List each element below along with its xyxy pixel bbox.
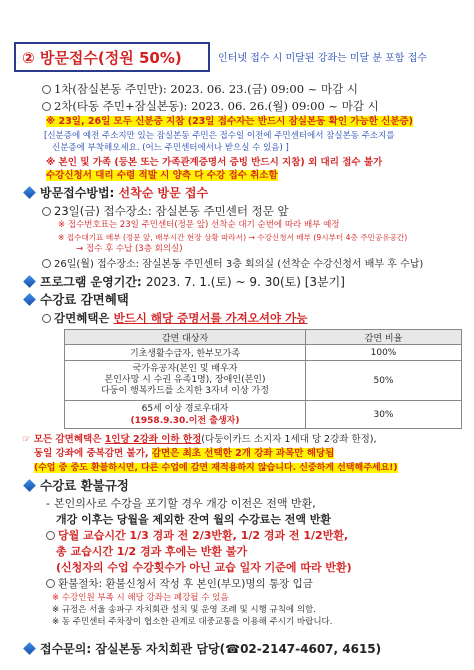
refund-item-3: 환불절차: 환불신청서 작성 후 본인(부모)명의 통장 입금 bbox=[46, 577, 313, 591]
refund-item-1b: 개강 이후는 당월을 제외한 잔여 월의 수강료는 전액 반환 bbox=[56, 513, 332, 526]
visit-method-line: 방문접수방법: 선착순 방문 접수 bbox=[22, 186, 208, 200]
diamond-bullet-icon bbox=[23, 479, 36, 492]
refund-note-2: ※ 규정은 서울 송파구 자치회관 설치 및 운영 조례 및 시행 규칙에 의함. bbox=[52, 605, 316, 615]
circle-bullet-icon bbox=[42, 207, 51, 216]
address-note-2: 신분증에 부착해오세요. (어느 주민센터에서나 받으실 수 있음) ] bbox=[52, 143, 289, 153]
id-note: ※ 23일, 26일 모두 신분증 지참 (23일 접수자는 반드시 잠실본동 확인 가능한 신분증) bbox=[46, 116, 414, 127]
proxy-note: ※ 본인 및 가족 (등본 또는 가족관계증명서 증빙 반드시 지참) 외 대리 접수 불가 bbox=[46, 157, 383, 168]
table-header: 감면 대상자 bbox=[65, 330, 306, 345]
circle-bullet-icon bbox=[42, 85, 51, 94]
diamond-bullet-icon bbox=[23, 275, 36, 288]
program-period-line: 프로그램 운영기간: 2023. 7. 1.(토) ~ 9. 30(토) [3분기] bbox=[22, 275, 345, 289]
refund-item-2c: (신청자의 수업 수강횟수가 아닌 교습 일자 기준에 따라 반환) bbox=[56, 561, 352, 574]
discount-subtitle: 감면혜택은 반드시 해당 증명서를 가져오셔야 가능 bbox=[42, 311, 307, 325]
day23-note-1: ※ 접수번호표는 23일 주민센터(정문 앞) 선착순 대기 순번에 따라 배부 예정 bbox=[58, 220, 340, 230]
refund-item-1: - 본인의사로 수강을 포기할 경우 개강 이전은 전액 반환, bbox=[46, 497, 316, 510]
round1-line: 1차(잠실본동 주민만): 2023. 06. 23.(금) 09:00 ~ 마감 시 bbox=[42, 82, 358, 96]
circle-bullet-icon bbox=[42, 259, 51, 268]
refund-item-2: 당월 교습시간 1/3 경과 전 2/3반환, 1/2 경과 전 1/2반환, bbox=[46, 529, 348, 543]
day26-line: 26일(월) 접수장소: 잠실본동 주민센터 3층 회의실 (선착순 수강신청서 배부 후 수납) bbox=[42, 258, 423, 272]
refund-note-1: ※ 수강인원 부족 시 해당 강좌는 폐강될 수 있음 bbox=[52, 593, 229, 603]
table-row: 국가유공자(본인 및 배우자 본인사망 시 수권 유족1명), 장애인(본인) 다둥이 행복카드를 소지한 3자녀 이상 가정 50% bbox=[65, 361, 462, 401]
table-row: 65세 이상 경로우대자 (1958.9.30.이전 출생자) 30% bbox=[65, 401, 462, 429]
day23-note-3: → 접수 후 수납 (3층 회의실) bbox=[76, 244, 183, 254]
diamond-bullet-icon bbox=[23, 293, 36, 306]
discount-note-3: (수업 중 중도 환불하시면, 다른 수업에 감면 재적용하지 않습니다. 신중하게 선택해주세요!) bbox=[34, 463, 398, 473]
circle-bullet-icon bbox=[42, 102, 51, 111]
contact-line: 접수문의: 잠실본동 자치회관 담당(☎02-2147-4607, 4615) bbox=[22, 642, 381, 656]
refund-item-2b: 총 교습시간 1/2 경과 후에는 반환 불가 bbox=[56, 545, 248, 558]
day23-note-2: ※ 접수대기표 배부 (정문 앞, 배부시간 현장 상황 따라서) → 수강신청서 배부 (9시부터 4층 주민공유공간) bbox=[58, 233, 408, 242]
address-note-1: [신분증에 예전 주소지만 있는 잠실본동 주민은 접수일 이전에 주민센터에서 잠실본동 주소지를 bbox=[44, 131, 395, 141]
diamond-bullet-icon bbox=[23, 642, 36, 655]
diamond-bullet-icon bbox=[23, 186, 36, 199]
circle-bullet-icon bbox=[46, 531, 55, 540]
circle-bullet-icon bbox=[46, 579, 55, 588]
refund-title: 수강료 환불규정 bbox=[22, 479, 129, 493]
table-header: 감면 비율 bbox=[306, 330, 462, 345]
round2-line: 2차(타동 주민+잠실본동): 2023. 06. 26.(월) 09:00 ~ 마감 시 bbox=[42, 99, 379, 113]
section-title: ② 방문접수(정원 50%) bbox=[22, 49, 182, 67]
circle-bullet-icon bbox=[42, 314, 51, 323]
discount-title: 수강료 감면혜택 bbox=[22, 293, 129, 307]
header-note: 인터넷 접수 시 미달된 강좌는 미달 분 포함 접수 bbox=[218, 53, 427, 64]
proxy-warning: 수강신청서 대리 수령 적발 시 양측 다 수강 접수 취소함 bbox=[46, 170, 278, 181]
day23-line: 23일(금) 접수장소: 잠실본동 주민센터 정문 앞 bbox=[42, 204, 289, 218]
table-row: 기초생활수급자, 한부모가족 100% bbox=[65, 345, 462, 361]
discount-note-2: 동일 강좌에 중복감면 불가, 감면은 최초 선택한 2개 강좌 과목만 해당됨 bbox=[34, 448, 335, 459]
refund-note-3: ※ 동 주민센터 주차장이 협소한 관계로 대중교통을 이용해 주시기 바랍니다. bbox=[52, 617, 333, 627]
discount-note-1: ☞ 모든 감면혜택은 1인당 2강좌 이하 한정(다둥이카드 소지자 1세대 당 2강좌 한정), bbox=[22, 434, 377, 445]
discount-table bbox=[64, 329, 462, 429]
